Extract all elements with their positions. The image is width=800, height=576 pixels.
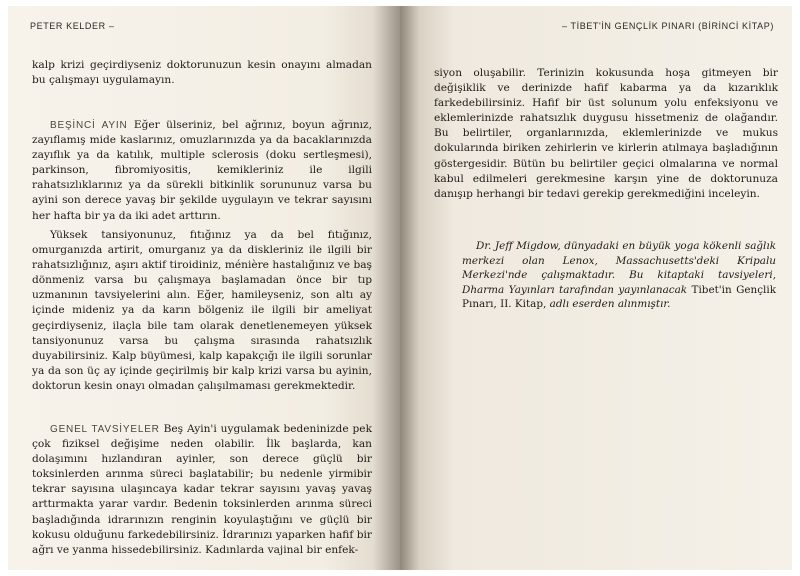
general-advice-text: Beş Ayin'i uygulamak bedeninizde pek çok fiziksel değişime neden olabilir. İlk başlarda, kan dolaşımını hızlandıran ayinler, son derece güçlü bir toksinlerden arınma süreci başlatabilir; bu nedenle yirmibir tekrar sayısına ulaşıncaya kadar tekrar sayısını yavaş yavaş arttırmakta yarar vardır. Bedenin toksinlerden arınma süreci başladığında idrarınızın renginin koyulaştığını ve güçlü bir kokusu olduğunu farkedebilirsiniz. İdrarınızı yaparken hafif bir ağrı ve yanma hissedebilirsiniz. Kadınlarda vajinal bir enfek-	[32, 423, 372, 556]
credit-text-1: Dr. Jeff Migdow, dünyadaki en büyük yoga kökenli sağlık merkezi olan Lenox, Massachusetts'deki Kripalu Merkezi'nde çalışmaktadır. Bu kitaptaki tavsiyeleri, Dharma Yayınları tarafından yayınlanacak	[462, 240, 776, 296]
fifth-month-heading: BEŞİNCİ AYIN	[50, 120, 128, 131]
author-credit-note	[462, 239, 776, 312]
general-advice-heading: GENEL TAVSİYELER	[50, 424, 160, 435]
fifth-month-paragraph	[32, 118, 372, 224]
right-page	[400, 6, 792, 570]
running-head-left: PETER KELDER –	[30, 21, 115, 31]
caution-paragraph: Yüksek tansiyonunuz, fıtığınız ya da bel fıtığınız, omurganızda artirit, omurganız ya da diskleriniz ile ilgili bir rahatsızlığınız, aşırı aktif tiroidiniz, ménière hastalığınız ve baş dönmeniz varsa bu çalışmaya başlamadan önce bir tıp uzmanının tavsiyelerini alın. Eğer, hamileyseniz, son altı ay içinde mideniz ya da karın bölgeniz ile ilgili bir ameliyat geçirdiyseniz, ilaçla bile tam olarak denetlenemeyen yüksek tansiyonunuz varsa bu çalışma sırasında rahatsızlık duyabilirsiniz. Kalp büyümesi, kalp kapakçığı ile ilgili sorunlar ya da son üç ay içinde geçirilmiş bir kalp krizi varsa bu ayinin, doktorun kesin onayı olmadan çalışılmaması gerekmektedir.	[32, 229, 372, 392]
left-page	[8, 6, 400, 570]
paragraph-continuation: kalp krizi geçirdiyseniz doktorunuzun kesin onayını almadan bu çalışmayı uygulamayın.	[32, 59, 372, 87]
credit-book-title: Tibet'in Gençlik Pınarı, II. Kitap,	[462, 283, 776, 311]
fifth-month-text: Eğer ülseriniz, bel ağrınız, boyun ağrınız, zayıflamış mide kaslarınız, omuzlarınızda ya da bacaklarınızda zayıflık ya da katılık, multiple sclerosis (doku sertleşmesi), parkinson, fibromiyositis, kemikleriniz ile ilgili rahatsızlıklarınız ya da sürekli bitkinlik sorununuz varsa bu ayini son derece yavaş bir şekilde uygulayın ve tekrar sayısını her hafta bir ya da iki adet arttırın.	[32, 119, 372, 222]
credit-text-2: adlı eserden alınmıştır.	[546, 298, 671, 311]
book-spread	[8, 6, 792, 570]
general-advice-paragraph	[32, 422, 372, 558]
paragraph-continuation-right: siyon oluşabilir. Terinizin kokusunda hoşa gitmeyen bir değişiklik ve derinizde hafif kabarma ya da kızarıklık farkedebilirsiniz. Hafif bir üst solunum yolu enfeksiyonu ve eklemlerinizde rahatsızlık duygusu hissetmeniz de olağandır. Bu belirtiler, organlarınızda, eklemlerinizde ve mukus dokularında biriken zehirlerin ve kirlerin atılmaya başladığının göstergesidir. Bütün bu belirtiler geçici olmalarına ve normal kabul edilmeleri gerekmesine karşın yine de doktorunuza danışıp herhangi bir tedavi gerekip gerekmediğini inceleyin.	[434, 67, 778, 200]
running-head-right: – TİBET'İN GENÇLİK PINARI (BİRİNCİ KİTAP)	[561, 21, 774, 31]
